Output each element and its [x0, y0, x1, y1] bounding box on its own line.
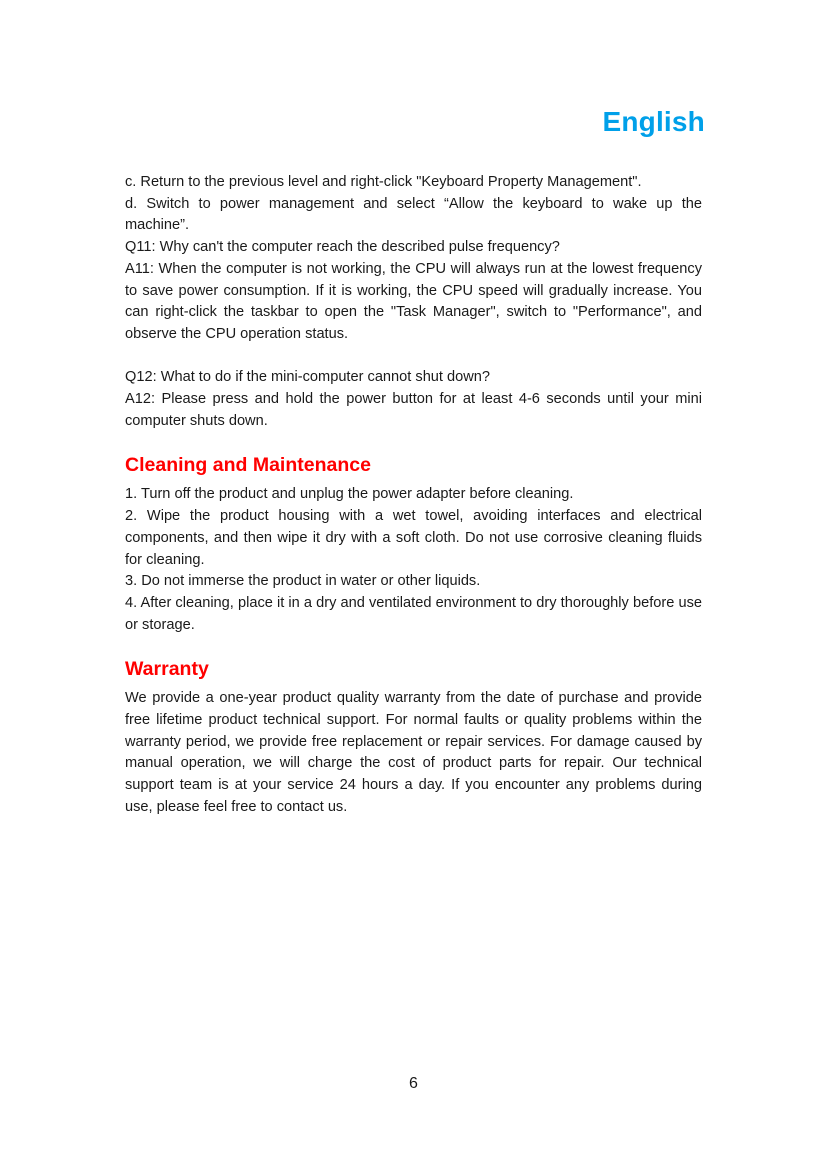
language-header: English — [602, 106, 705, 137]
warranty-body: We provide a one-year product quality warranty from the date of purchase and provide free lifetime product technical support. For normal faults or quality problems within the warranty period, we provide free replacement or repair services. For damage caused by manual operation, we will charge the cost of product parts for repair. Our technical support team is at your service 24 hours a day. If you encounter any problems during use, please feel free to contact us. — [125, 690, 702, 815]
faq-step-c: c. Return to the previous level and right-click "Keyboard Property Management". — [125, 174, 642, 190]
cleaning-item: 2. Wipe the product housing with a wet towel, avoiding interfaces and electrical components, and then wipe it dry with a soft cloth. Do not use corrosive cleaning fluids for cleaning. — [125, 508, 702, 568]
faq-answer-11: A11: When the computer is not working, the CPU will always run at the lowest frequency to save power consumption. If it is working, the CPU speed will gradually increase. You can right-click the taskbar to open the "Task Manager", switch to "Performance", and observe the CPU operation status. — [125, 260, 702, 342]
faq-step-d: d. Switch to power management and select “Allow the keyboard to wake up the machine”. — [125, 195, 702, 234]
warranty-section-title: Warranty — [125, 658, 209, 681]
cleaning-item: 4. After cleaning, place it in a dry and ventilated environment to dry thoroughly before use or storage. — [125, 594, 702, 633]
cleaning-section-title: Cleaning and Maintenance — [125, 454, 371, 477]
cleaning-item: 1. Turn off the product and unplug the power adapter before cleaning. — [125, 486, 574, 503]
faq-answer-12: A12: Please press and hold the power button for at least 4-6 seconds until your mini computer shuts down. — [125, 391, 702, 429]
page-content — [125, 172, 702, 819]
spacer — [125, 346, 702, 368]
faq-question-12: Q12: What to do if the mini-computer cannot shut down? — [125, 369, 491, 386]
faq-question-11: Q11: Why can't the computer reach the described pulse frequency? — [125, 239, 560, 256]
cleaning-item: 3. Do not immerse the product in water or other liquids. — [125, 573, 481, 590]
page-number: 6 — [409, 1075, 418, 1092]
